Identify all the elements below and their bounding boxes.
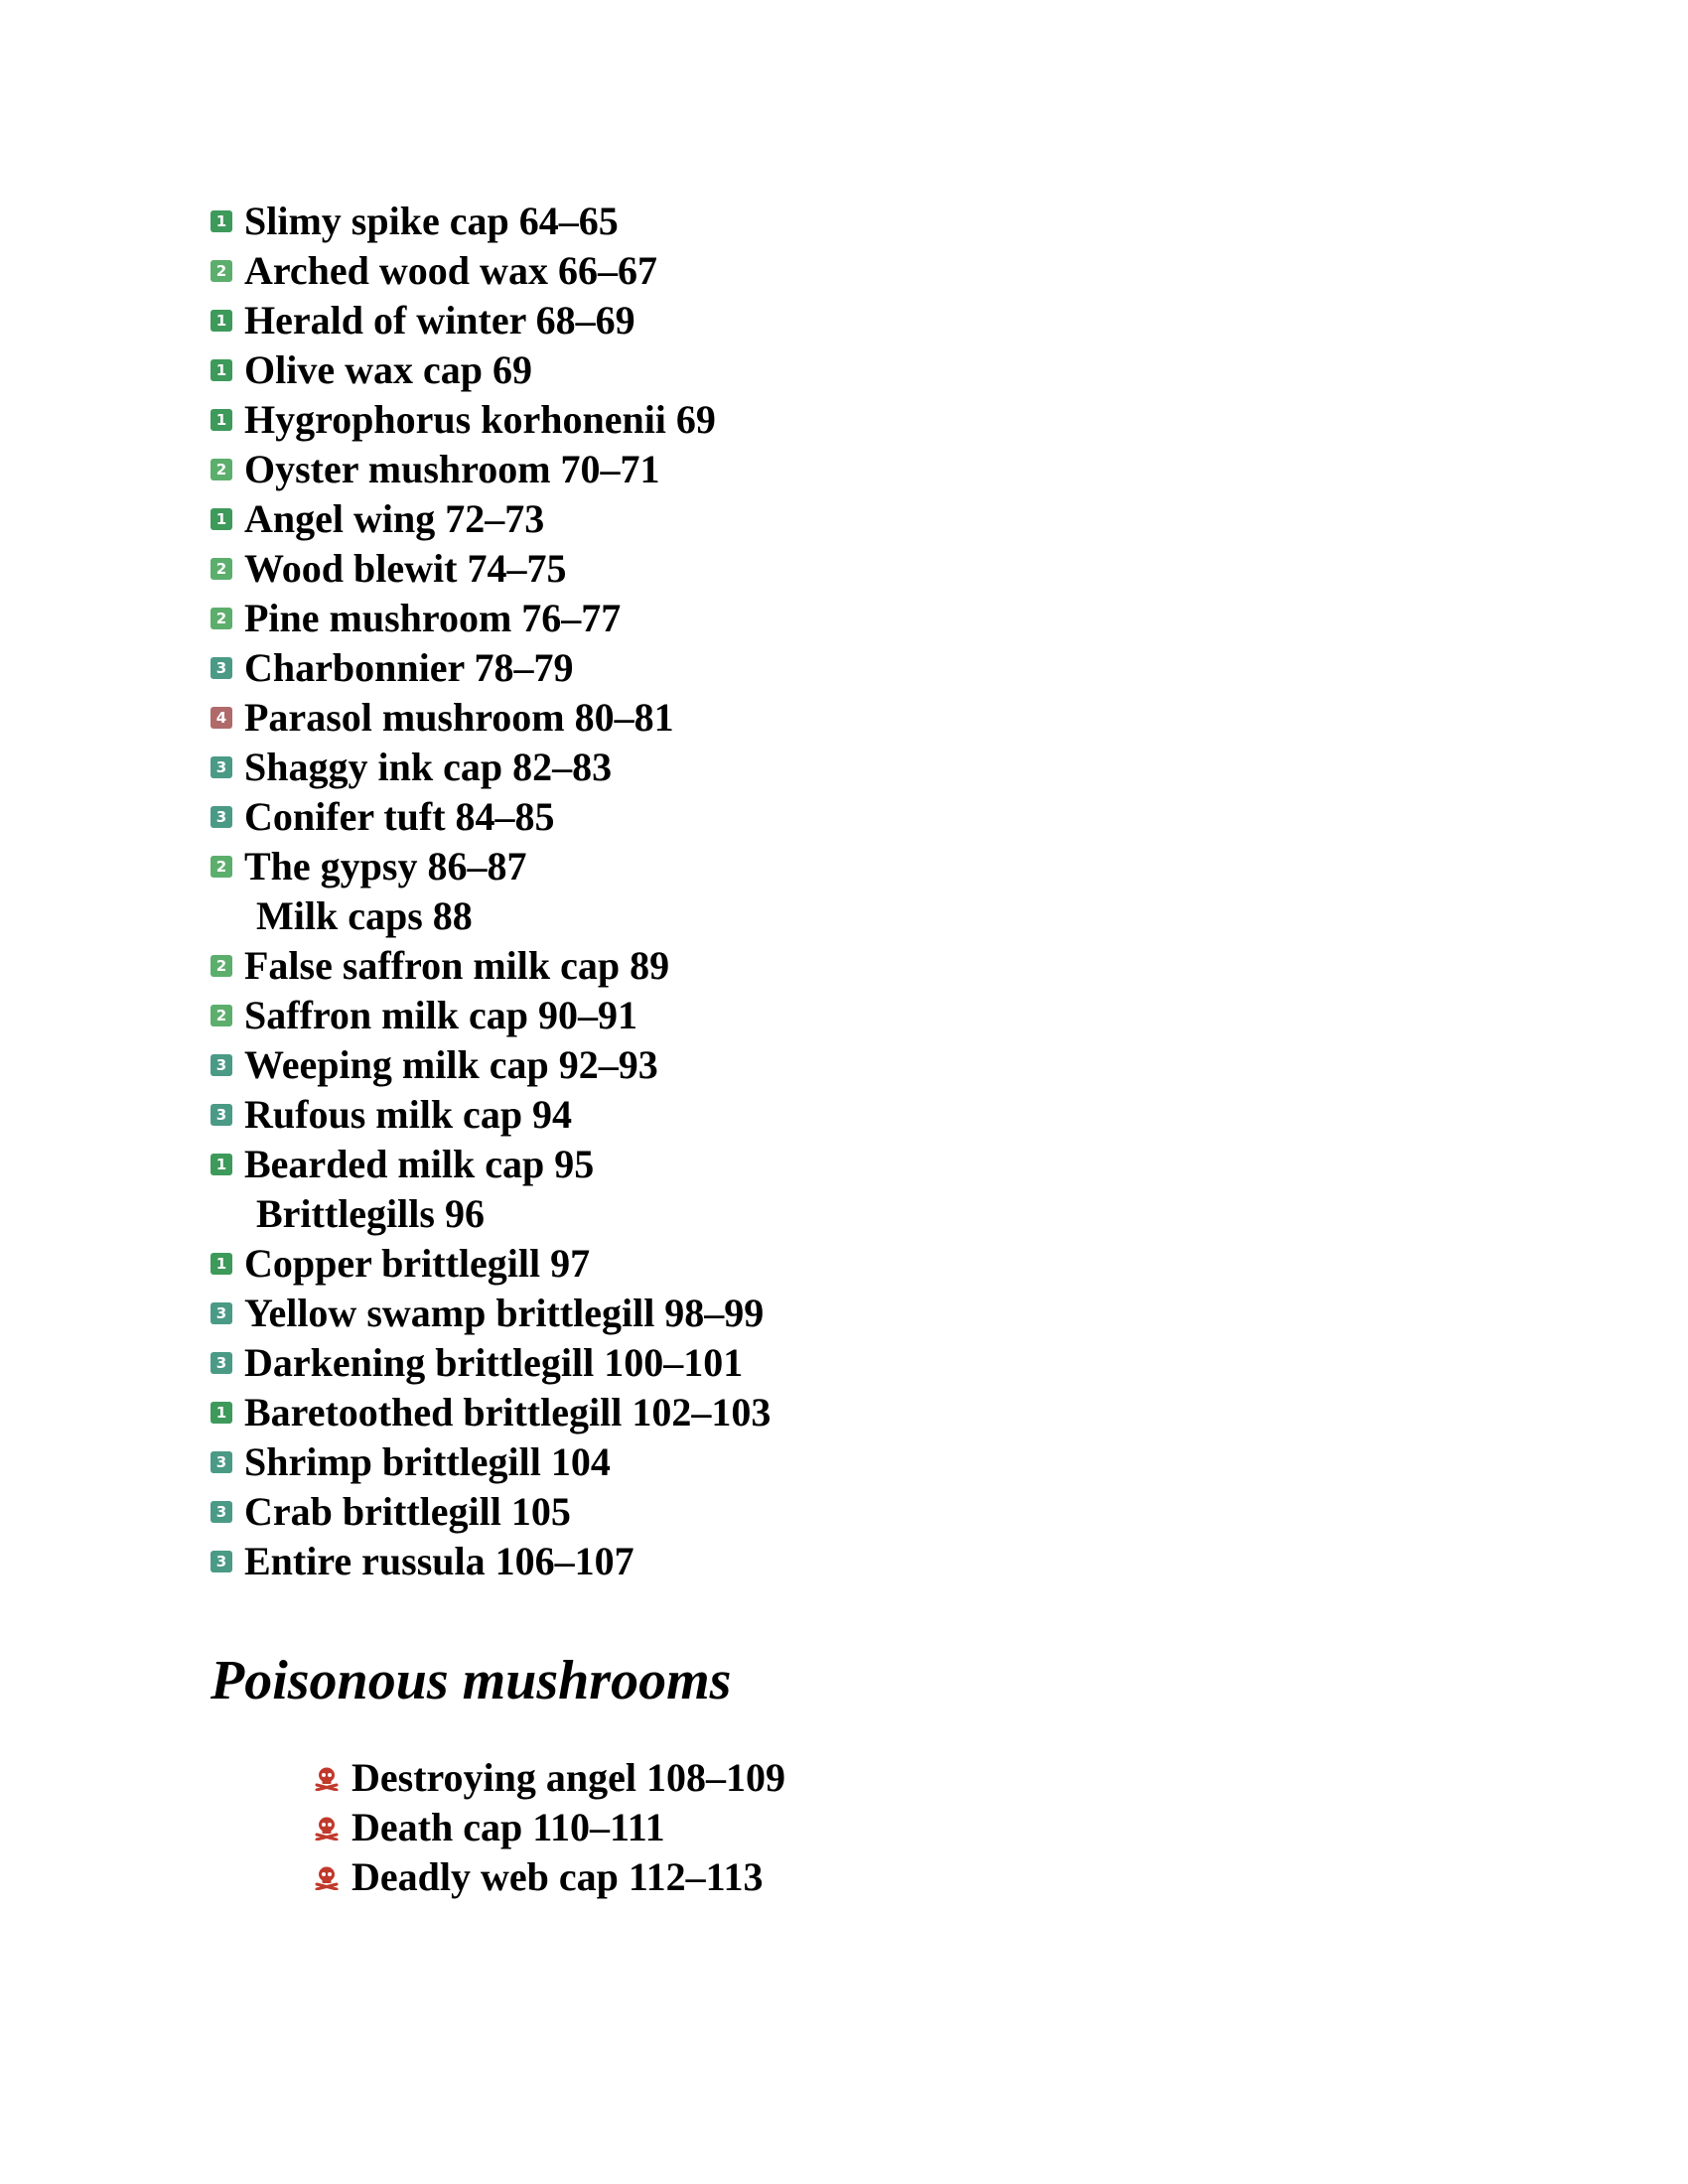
edibility-rating-icon: 2 xyxy=(211,260,232,282)
toc-entry xyxy=(211,1090,771,1140)
toc-entry-text: Crab brittlegill 105 xyxy=(244,1489,571,1534)
toc-entry xyxy=(211,941,771,991)
toc-entry-text: Pine mushroom 76–77 xyxy=(244,596,622,640)
poison-entry-text: Destroying angel 108–109 xyxy=(352,1755,786,1800)
toc-entry xyxy=(211,246,771,296)
edibility-rating-icon: 2 xyxy=(211,608,232,629)
toc-entry xyxy=(211,1388,771,1437)
skull-crossbones-icon xyxy=(314,1864,340,1890)
edibility-rating-icon: 3 xyxy=(211,756,232,778)
toc-entry-text: Hygrophorus korhonenii 69 xyxy=(244,397,716,442)
poisonous-mushroom-list xyxy=(314,1753,785,1902)
toc-entry-text: Charbonnier 78–79 xyxy=(244,645,574,690)
edibility-rating-icon: 2 xyxy=(211,459,232,480)
toc-entry-text: Angel wing 72–73 xyxy=(244,496,545,541)
edibility-rating-icon: 1 xyxy=(211,359,232,381)
skull-crossbones-icon xyxy=(314,1815,340,1841)
toc-entry-text: Olive wax cap 69 xyxy=(244,347,532,392)
toc-entry-text: Conifer tuft 84–85 xyxy=(244,794,555,839)
toc-entry-text: Milk caps 88 xyxy=(256,893,473,938)
toc-entry xyxy=(211,1338,771,1388)
toc-entry xyxy=(211,1289,771,1338)
section-title-poisonous-mushrooms: Poisonous mushrooms xyxy=(211,1650,732,1711)
poison-entry-text: Death cap 110–111 xyxy=(352,1805,665,1849)
toc-entry-text: Arched wood wax 66–67 xyxy=(244,248,657,293)
edibility-rating-icon: 2 xyxy=(211,1005,232,1026)
toc-entry xyxy=(211,792,771,842)
toc-entry xyxy=(211,842,771,891)
edibility-rating-icon: 2 xyxy=(211,955,232,977)
toc-entry xyxy=(211,445,771,494)
toc-entry-text: Darkening brittlegill 100–101 xyxy=(244,1340,744,1385)
toc-entry-text: Yellow swamp brittlegill 98–99 xyxy=(244,1291,765,1335)
toc-entry xyxy=(211,1140,771,1189)
edibility-rating-icon: 3 xyxy=(211,1551,232,1572)
toc-entry-text: Bearded milk cap 95 xyxy=(244,1142,595,1186)
toc-entry xyxy=(211,643,771,693)
edibility-rating-icon: 1 xyxy=(211,210,232,232)
toc-entry xyxy=(211,693,771,743)
toc-entry xyxy=(211,594,771,643)
edibility-rating-icon: 2 xyxy=(211,856,232,878)
edibility-rating-icon: 1 xyxy=(211,310,232,332)
edibility-rating-icon: 1 xyxy=(211,1253,232,1275)
toc-entry xyxy=(211,296,771,345)
poison-entry xyxy=(314,1753,785,1803)
toc-entry-text: Herald of winter 68–69 xyxy=(244,298,635,342)
toc-entry-text: Baretoothed brittlegill 102–103 xyxy=(244,1390,772,1434)
toc-entry-text: Copper brittlegill 97 xyxy=(244,1241,591,1286)
toc-entry xyxy=(211,991,771,1040)
edibility-rating-icon: 3 xyxy=(211,1501,232,1523)
toc-entry-text: Shrimp brittlegill 104 xyxy=(244,1439,611,1484)
toc-entry xyxy=(211,197,771,246)
toc-entry-text: Brittlegills 96 xyxy=(256,1191,485,1236)
toc-entry-text: Parasol mushroom 80–81 xyxy=(244,695,674,740)
toc-entry-text: The gypsy 86–87 xyxy=(244,844,527,888)
toc-entry xyxy=(211,494,771,544)
toc-entry xyxy=(211,743,771,792)
toc-entry xyxy=(211,1487,771,1537)
toc-entry xyxy=(211,1239,771,1289)
edible-mushroom-list xyxy=(211,197,771,1586)
toc-entry-text: Entire russula 106–107 xyxy=(244,1539,634,1583)
edibility-rating-icon: 3 xyxy=(211,1451,232,1473)
edibility-rating-icon: 3 xyxy=(211,657,232,679)
edibility-rating-icon: 1 xyxy=(211,1402,232,1424)
toc-entry-text: Rufous milk cap 94 xyxy=(244,1092,573,1137)
toc-entry-text: Wood blewit 74–75 xyxy=(244,546,567,591)
toc-entry xyxy=(211,1537,771,1586)
toc-entry xyxy=(211,1189,771,1239)
toc-entry-text: Saffron milk cap 90–91 xyxy=(244,993,637,1037)
toc-entry xyxy=(211,891,771,941)
edibility-rating-icon: 3 xyxy=(211,1302,232,1324)
edibility-rating-icon: 2 xyxy=(211,558,232,580)
toc-entry xyxy=(211,1040,771,1090)
edibility-rating-icon: 3 xyxy=(211,1352,232,1374)
edibility-rating-icon: 1 xyxy=(211,1154,232,1175)
edibility-rating-icon: 1 xyxy=(211,508,232,530)
toc-entry xyxy=(211,544,771,594)
toc-entry-text: Slimy spike cap 64–65 xyxy=(244,199,619,243)
poison-entry xyxy=(314,1852,785,1902)
poison-entry-text: Deadly web cap 112–113 xyxy=(352,1854,764,1899)
toc-entry-text: False saffron milk cap 89 xyxy=(244,943,670,988)
toc-entry-text: Oyster mushroom 70–71 xyxy=(244,447,660,491)
edibility-rating-icon: 3 xyxy=(211,806,232,828)
poison-entry xyxy=(314,1803,785,1852)
edibility-rating-icon: 4 xyxy=(211,707,232,729)
skull-crossbones-icon xyxy=(314,1765,340,1791)
toc-entry xyxy=(211,345,771,395)
edibility-rating-icon: 3 xyxy=(211,1104,232,1126)
toc-entry-text: Weeping milk cap 92–93 xyxy=(244,1042,658,1087)
edibility-rating-icon: 3 xyxy=(211,1054,232,1076)
edibility-rating-icon: 1 xyxy=(211,409,232,431)
toc-entry xyxy=(211,395,771,445)
toc-entry-text: Shaggy ink cap 82–83 xyxy=(244,745,613,789)
toc-entry xyxy=(211,1437,771,1487)
